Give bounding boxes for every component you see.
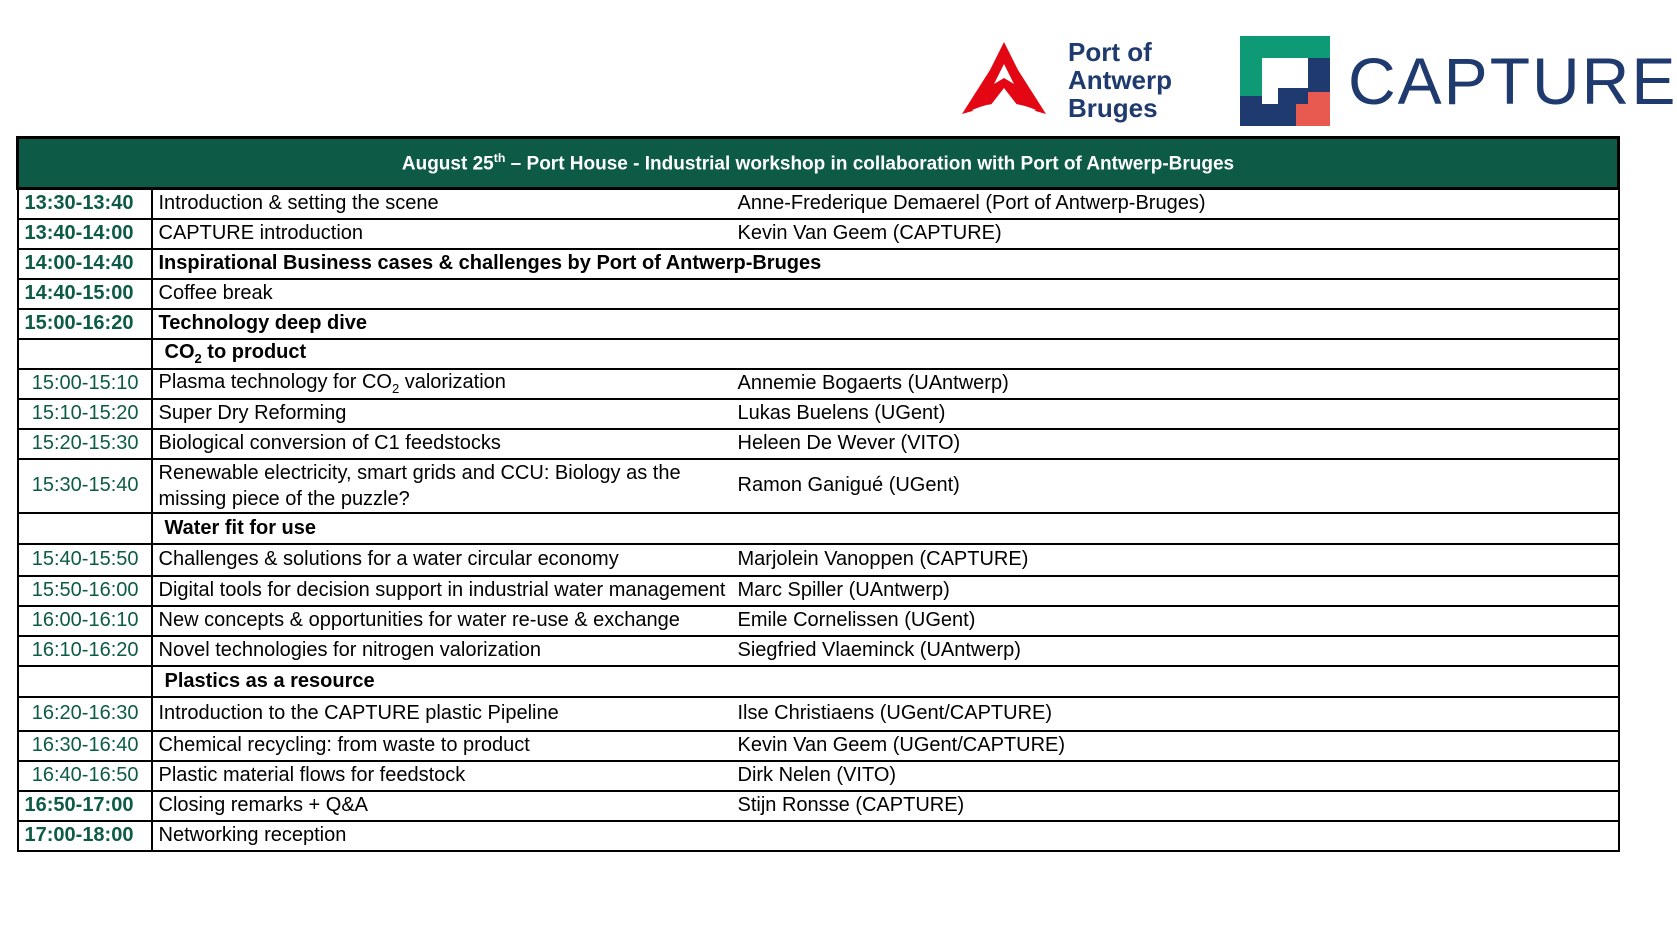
table-row	[18, 636, 1619, 666]
table-row	[18, 821, 1619, 851]
speaker-cell: Marjolein Vanoppen (CAPTURE)	[732, 544, 1619, 576]
table-row	[18, 399, 1619, 429]
time-cell	[18, 339, 152, 369]
table-row	[18, 544, 1619, 576]
time-cell: 15:00-16:20	[18, 309, 152, 339]
time-cell: 15:50-16:00	[18, 576, 152, 606]
schedule-header-row	[18, 138, 1619, 189]
topic-text: valorization	[399, 371, 506, 393]
time-cell: 16:50-17:00	[18, 791, 152, 821]
table-row	[18, 576, 1619, 606]
topic-cell: Introduction & setting the scene	[152, 189, 732, 219]
speaker-cell: Kevin Van Geem (UGent/CAPTURE)	[732, 731, 1619, 761]
time-cell: 13:40-14:00	[18, 219, 152, 249]
topic-cell: Renewable electricity, smart grids and CCU: Biology as the missing piece of the puzzle?	[152, 459, 732, 513]
topic-cell: Introduction to the CAPTURE plastic Pipeline	[152, 697, 732, 731]
topic-cell: Chemical recycling: from waste to product	[152, 731, 732, 761]
time-cell: 15:10-15:20	[18, 399, 152, 429]
table-row	[18, 369, 1619, 399]
port-logo-line2: Antwerp	[1068, 65, 1172, 95]
table-row	[18, 761, 1619, 791]
topic-cell: Plastic material flows for feedstock	[152, 761, 732, 791]
section-heading: Water fit for use	[152, 513, 1619, 544]
time-cell: 16:10-16:20	[18, 636, 152, 666]
table-row	[18, 429, 1619, 459]
topic-cell	[152, 369, 732, 399]
time-cell: 16:00-16:10	[18, 606, 152, 636]
speaker-cell: Ramon Ganigué (UGent)	[732, 459, 1619, 513]
time-cell: 15:30-15:40	[18, 459, 152, 513]
time-cell	[18, 666, 152, 697]
table-row	[18, 219, 1619, 249]
port-of-antwerp-bruges-logo	[958, 34, 1188, 123]
topic-cell: Technology deep dive	[152, 309, 1619, 339]
speaker-cell: Kevin Van Geem (CAPTURE)	[732, 219, 1619, 249]
table-row	[18, 459, 1619, 513]
topic-cell: Coffee break	[152, 279, 1619, 309]
speaker-cell: Annemie Bogaerts (UAntwerp)	[732, 369, 1619, 399]
table-row	[18, 249, 1619, 279]
table-row	[18, 513, 1619, 544]
port-logo-line3: Bruges	[1068, 93, 1158, 123]
table-row	[18, 309, 1619, 339]
table-row	[18, 731, 1619, 761]
speaker-cell: Stijn Ronsse (CAPTURE)	[732, 791, 1619, 821]
speaker-cell: Ilse Christiaens (UGent/CAPTURE)	[732, 697, 1619, 731]
time-cell: 14:00-14:40	[18, 249, 152, 279]
topic-cell: Networking reception	[152, 821, 1619, 851]
time-cell: 13:30-13:40	[18, 189, 152, 219]
topic-cell: Digital tools for decision support in industrial water management	[152, 576, 732, 606]
time-cell	[18, 513, 152, 544]
capture-logo	[1240, 36, 1677, 126]
schedule-table	[16, 136, 1620, 852]
speaker-cell: Anne-Frederique Demaerel (Port of Antwerp-Bruges)	[732, 189, 1619, 219]
table-row	[18, 791, 1619, 821]
time-cell: 16:20-16:30	[18, 697, 152, 731]
section-heading-text: to product	[201, 341, 307, 363]
logos-area	[950, 30, 1677, 130]
header-date-suffix: th	[493, 150, 506, 165]
topic-cell: CAPTURE introduction	[152, 219, 732, 249]
table-row	[18, 666, 1619, 697]
topic-cell: Super Dry Reforming	[152, 399, 732, 429]
port-logo-line1: Port of	[1068, 37, 1152, 67]
section-heading	[152, 339, 1619, 369]
schedule-header	[18, 138, 1619, 189]
topic-subscript: 2	[391, 381, 400, 396]
speaker-cell: Dirk Nelen (VITO)	[732, 761, 1619, 791]
topic-cell: Biological conversion of C1 feedstocks	[152, 429, 732, 459]
table-row	[18, 189, 1619, 219]
time-cell: 16:30-16:40	[18, 731, 152, 761]
port-triangle-icon	[958, 40, 1050, 118]
time-cell: 15:40-15:50	[18, 544, 152, 576]
section-heading-subscript: 2	[194, 351, 202, 366]
capture-wordmark: CAPTURE	[1348, 44, 1677, 118]
speaker-cell: Siegfried Vlaeminck (UAntwerp)	[732, 636, 1619, 666]
time-cell: 14:40-15:00	[18, 279, 152, 309]
header-title: – Port House - Industrial workshop in collaboration with Port of Antwerp-Bruges	[505, 153, 1235, 175]
table-row	[18, 697, 1619, 731]
speaker-cell: Heleen De Wever (VITO)	[732, 429, 1619, 459]
table-row	[18, 606, 1619, 636]
topic-cell: Novel technologies for nitrogen valorization	[152, 636, 732, 666]
topic-cell: Challenges & solutions for a water circular economy	[152, 544, 732, 576]
section-heading: Plastics as a resource	[152, 666, 1619, 697]
table-row	[18, 339, 1619, 369]
topic-cell: Inspirational Business cases & challenges by Port of Antwerp-Bruges	[152, 249, 1619, 279]
time-cell: 15:20-15:30	[18, 429, 152, 459]
speaker-cell: Lukas Buelens (UGent)	[732, 399, 1619, 429]
time-cell: 17:00-18:00	[18, 821, 152, 851]
section-heading-text: CO	[164, 341, 195, 363]
speaker-cell: Emile Cornelissen (UGent)	[732, 606, 1619, 636]
time-cell: 16:40-16:50	[18, 761, 152, 791]
speaker-cell: Marc Spiller (UAntwerp)	[732, 576, 1619, 606]
capture-square-icon	[1240, 36, 1330, 126]
header-date: August 25	[401, 153, 494, 175]
topic-cell: New concepts & opportunities for water re-use & exchange	[152, 606, 732, 636]
topic-text: Plasma technology for CO	[158, 371, 392, 393]
table-row	[18, 279, 1619, 309]
topic-cell: Closing remarks + Q&A	[152, 791, 732, 821]
time-cell: 15:00-15:10	[18, 369, 152, 399]
